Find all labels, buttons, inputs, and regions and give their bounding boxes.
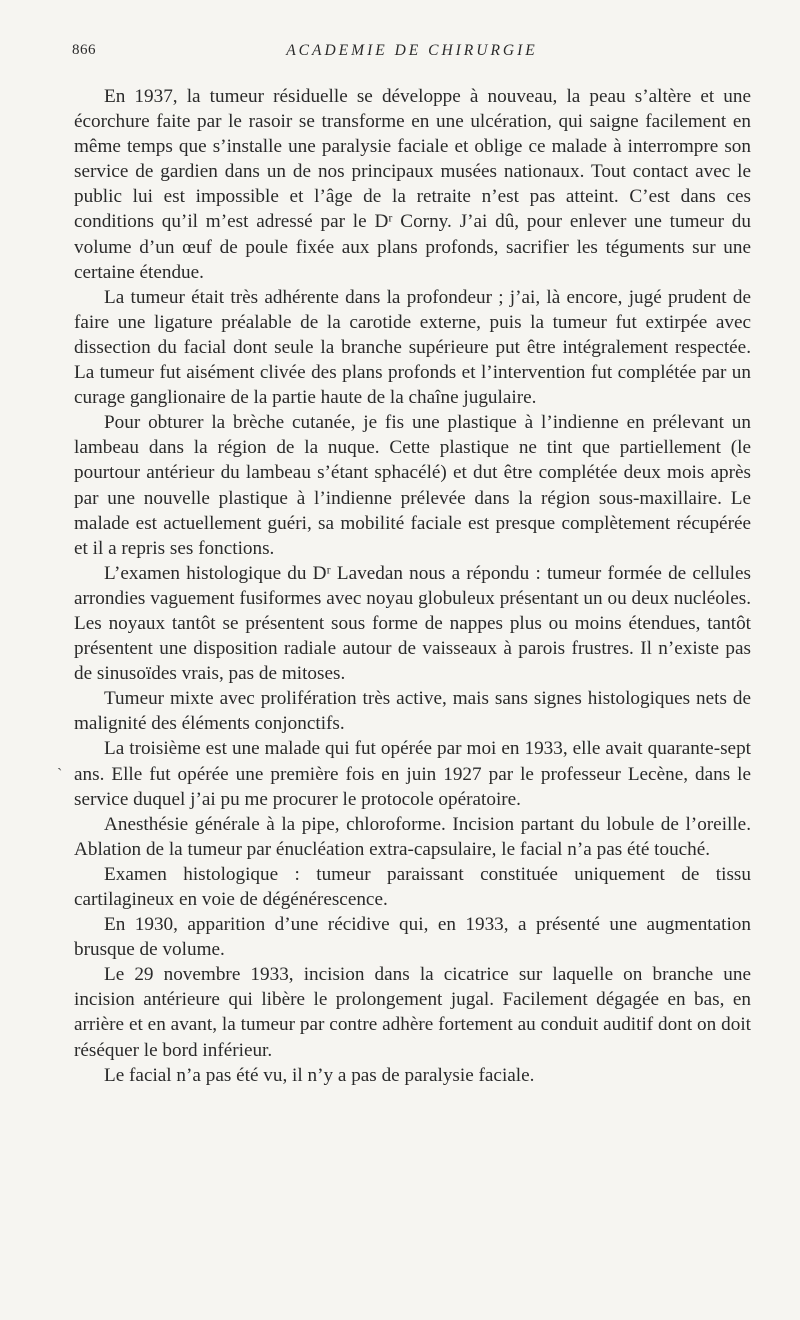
paragraph: Le 29 novembre 1933, incision dans la cicatrice sur laquelle on branche une incision antérieure qui libère le prolongement jugal. Facilement dégagée en bas, en arrière et en avant, la tumeur par contre adhère fortement au conduit auditif dont on doit réséquer le bord inférieur. bbox=[74, 964, 751, 1061]
paragraph: L’examen histologique du Dʳ Lavedan nous a répondu : tumeur formée de cellules arrondies vaguement fusiformes avec noyau globuleux présentant un ou deux nucléoles. Les noyaux tantôt se présentent sous forme de nappes plus ou moins étendues, tantôt présentent une disposition radiale autour de vaisseaux à parois frustres. Il n’existe pas de sinusoïdes vrais, pas de mitoses. bbox=[74, 562, 751, 685]
running-title: ACADEMIE DE CHIRURGIE bbox=[286, 42, 538, 59]
page-header bbox=[72, 42, 752, 66]
paragraph: Anesthésie générale à la pipe, chloroforme. Incision partant du lobule de l’oreille. Ablation de la tumeur par énucléation extra-capsulaire, le facial n’a pas été touché. bbox=[74, 813, 751, 860]
paragraph: En 1937, la tumeur résiduelle se développe à nouveau, la peau s’altère et une écorchure faite par le rasoir se transforme en une ulcération, qui saigne facilement en même temps que s’installe une paralysie faciale et oblige ce malade à interrompre son service de gardien dans un de nos principaux musées nationaux. Tout contact avec le public lui est impossible et l’âge de la retraite n’est pas atteint. C’est dans ces conditions qu’il m’est adressé par le Dʳ Corny. J’ai dû, pour enlever une tumeur du volume d’un œuf de poule fixée aux plans profonds, sacrifier les téguments sur une certaine étendue. bbox=[74, 86, 751, 283]
paragraph: Pour obturer la brèche cutanée, je fis une plastique à l’indienne en prélevant un lambeau dans la région de la nuque. Cette plastique ne tint que partiellement (le pourtour antérieur du lambeau s’étant sphacélé) et dut être complétée deux mois après par une nouvelle plastique à l’indienne prélevée dans la région sous-maxillaire. Le malade est actuellement guéri, sa mobilité faciale est presque complètement récupérée et il a repris ses fonctions. bbox=[74, 412, 751, 559]
paragraph: La tumeur était très adhérente dans la profondeur ; j’ai, là encore, jugé prudent de faire une ligature préalable de la carotide externe, puis la tumeur fut extirpée avec dissection du facial dont seule la branche supérieure put être intégralement respectée. La tumeur fut aisément clivée des plans profonds et l’intervention fut complétée par un curage ganglionaire de la partie haute de la chaîne jugulaire. bbox=[74, 286, 751, 409]
paragraph: La troisième est une malade qui fut opérée par moi en 1933, elle avait quarante-sept ans. Elle fut opérée une première fois en juin 1927 par le professeur Lecène, dans le service duquel j’ai pu me procurer le protocole opératoire. bbox=[74, 738, 751, 810]
page-number: 866 bbox=[72, 42, 96, 58]
paragraph: Le facial n’a pas été vu, il n’y a pas de paralysie faciale. bbox=[104, 1064, 535, 1086]
paragraph: Tumeur mixte avec prolifération très active, mais sans signes histologiques nets de malignité des éléments conjonctifs. bbox=[74, 688, 751, 735]
paragraph: Examen histologique : tumeur paraissant constituée uniquement de tissu cartilagineux en voie de dégénérescence. bbox=[74, 863, 751, 910]
margin-mark: ` bbox=[57, 766, 63, 783]
paragraph: En 1930, apparition d’une récidive qui, en 1933, a présenté une augmentation brusque de volume. bbox=[74, 914, 751, 961]
body-text bbox=[74, 84, 751, 1088]
